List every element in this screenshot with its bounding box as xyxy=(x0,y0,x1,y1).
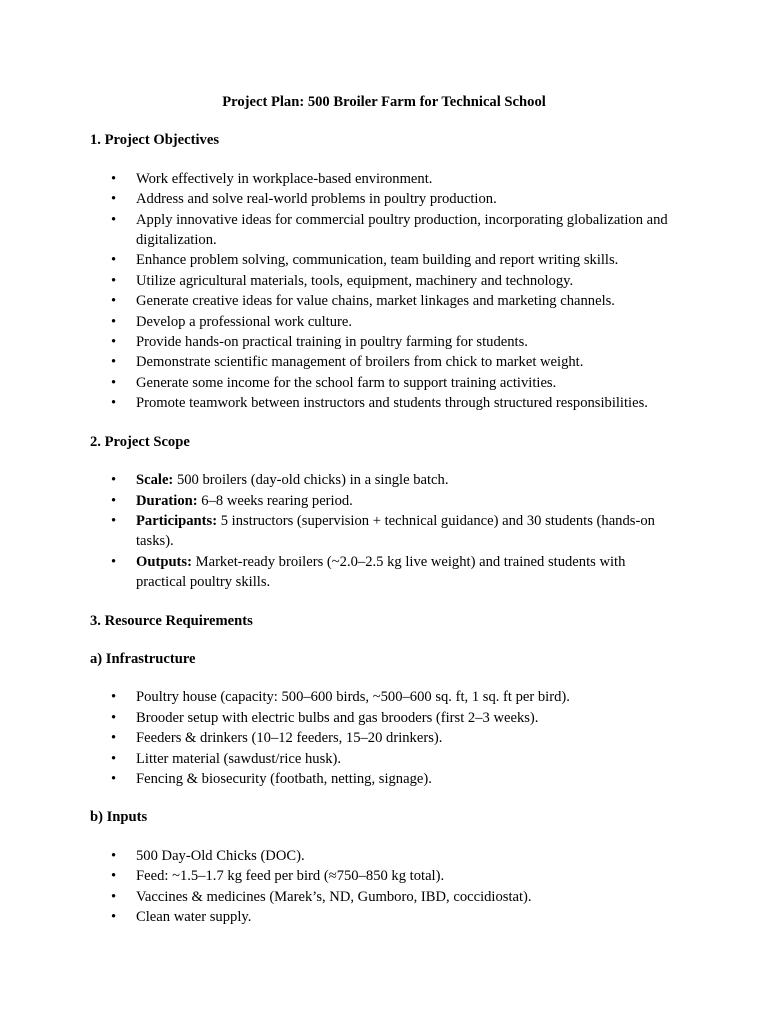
resources-heading: 3. Resource Requirements xyxy=(90,612,253,629)
list-item: • Generate creative ideas for value chains, market linkages and marketing channels. xyxy=(90,291,678,311)
list-item: • 500 Day-Old Chicks (DOC). xyxy=(90,846,678,866)
list-item: • Generate some income for the school farm to support training activities. xyxy=(90,373,678,393)
list-item: • Utilize agricultural materials, tools, equipment, machinery and technology. xyxy=(90,271,678,291)
scope-item-outputs xyxy=(90,552,678,593)
scope-item-duration xyxy=(90,491,678,511)
infrastructure-list xyxy=(90,687,678,789)
infrastructure-heading: a) Infrastructure xyxy=(90,650,196,667)
list-item: • Develop a professional work culture. xyxy=(90,312,678,332)
objectives-heading: 1. Project Objectives xyxy=(90,132,219,149)
list-item: • Poultry house (capacity: 500–600 birds, ~500–600 sq. ft, 1 sq. ft per bird). xyxy=(90,687,678,707)
scope-item-scale xyxy=(90,470,678,490)
scope-text: 5 instructors (supervision + technical guidance) and 30 students (hands-on tasks). xyxy=(136,512,655,550)
scope-text: Market-ready broilers (~2.0–2.5 kg live weight) and trained students with practical poultry skills. xyxy=(136,553,626,591)
list-item: • Clean water supply. xyxy=(90,907,678,927)
list-item: • Litter material (sawdust/rice husk). xyxy=(90,749,678,769)
scope-text: 6–8 weeks rearing period. xyxy=(197,492,353,509)
list-item: • Address and solve real-world problems in poultry production. xyxy=(90,189,678,209)
scope-item-participants xyxy=(90,511,678,552)
list-item: • Feed: ~1.5–1.7 kg feed per bird (≈750–850 kg total). xyxy=(90,866,678,886)
inputs-list xyxy=(90,846,678,928)
list-item: • Enhance problem solving, communication, team building and report writing skills. xyxy=(90,250,678,270)
list-item: • Feeders & drinkers (10–12 feeders, 15–20 drinkers). xyxy=(90,728,678,748)
list-item: • Work effectively in workplace-based environment. xyxy=(90,169,678,189)
list-item: • Vaccines & medicines (Marek’s, ND, Gumboro, IBD, coccidiostat). xyxy=(90,887,678,907)
list-item: • Fencing & biosecurity (footbath, netting, signage). xyxy=(90,769,678,789)
scope-label: Outputs: xyxy=(136,553,192,570)
inputs-heading: b) Inputs xyxy=(90,809,148,826)
list-item: • Demonstrate scientific management of broilers from chick to market weight. xyxy=(90,352,678,372)
scope-text: 500 broilers (day-old chicks) in a single batch. xyxy=(173,472,449,489)
scope-heading: 2. Project Scope xyxy=(90,433,190,450)
list-item: • Brooder setup with electric bulbs and gas brooders (first 2–3 weeks). xyxy=(90,708,678,728)
objectives-list xyxy=(90,169,678,414)
scope-label: Duration: xyxy=(136,492,198,509)
scope-list xyxy=(90,470,678,592)
document-title: Project Plan: 500 Broiler Farm for Technical School xyxy=(222,94,546,110)
scope-label: Participants: xyxy=(136,512,218,529)
list-item: • Promote teamwork between instructors and students through structured responsibilities. xyxy=(90,393,678,413)
scope-label: Scale: xyxy=(136,472,174,489)
list-item: • Apply innovative ideas for commercial poultry production, incorporating globalization and digitalization. xyxy=(90,210,678,251)
list-item: • Provide hands-on practical training in poultry farming for students. xyxy=(90,332,678,352)
